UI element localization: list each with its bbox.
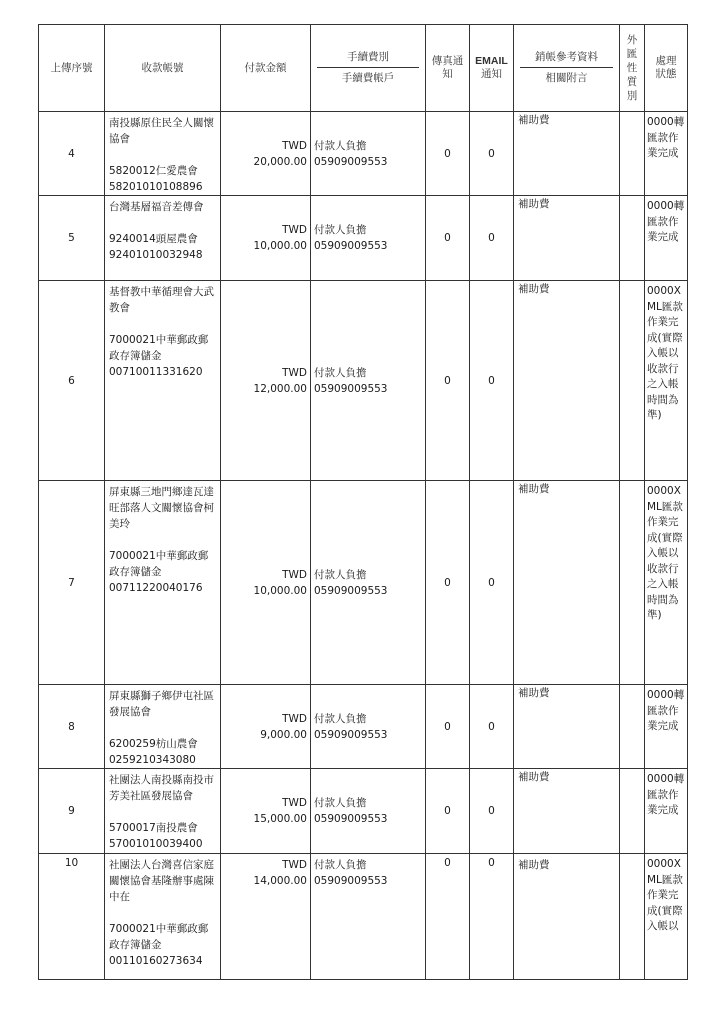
header-status: 處理狀態 bbox=[645, 25, 688, 112]
cell-foreign-type bbox=[620, 281, 645, 481]
status-text: 0000轉匯款作業完成 bbox=[647, 116, 685, 159]
cell-seq: 6 bbox=[39, 281, 105, 481]
cell-fee bbox=[311, 769, 426, 854]
cell-email-notice: 0 bbox=[470, 281, 514, 481]
cell-amount bbox=[221, 854, 311, 980]
payee-name: 社團法人台灣喜信家庭關懷協會基隆辦事處陳中在 bbox=[109, 859, 214, 903]
account-number: 00711220040176 bbox=[109, 582, 203, 594]
cell-seq: 5 bbox=[39, 196, 105, 281]
fee-account: 05909009553 bbox=[314, 875, 388, 887]
header-reference bbox=[514, 25, 620, 112]
cell-foreign-type bbox=[620, 854, 645, 980]
cell-account bbox=[105, 685, 221, 769]
cell-status bbox=[645, 769, 688, 854]
cell-foreign-type bbox=[620, 769, 645, 854]
header-ref-top: 銷帳參考資料 bbox=[520, 51, 613, 68]
remittance-record-page bbox=[38, 24, 687, 980]
bank-name: 7000021中華郵政郵政存簿儲金 bbox=[109, 334, 209, 362]
table-body bbox=[39, 112, 688, 980]
fee-bearer: 付款人負擔 bbox=[314, 224, 367, 236]
payee-name: 基督教中華循理會大武教會 bbox=[109, 286, 214, 314]
fee-account: 05909009553 bbox=[314, 240, 388, 252]
fee-account: 05909009553 bbox=[314, 155, 388, 168]
currency: TWD bbox=[282, 568, 307, 581]
table-row bbox=[39, 854, 688, 980]
cell-fee bbox=[311, 196, 426, 281]
reference-text: 補助費 bbox=[518, 283, 550, 295]
fee-bearer: 付款人負擔 bbox=[314, 139, 367, 152]
cell-amount bbox=[221, 112, 311, 196]
cell-fax-notice: 0 bbox=[426, 196, 470, 281]
cell-fee bbox=[311, 112, 426, 196]
cell-foreign-type bbox=[620, 481, 645, 685]
account-number: 00110160273634 bbox=[109, 955, 203, 967]
payee-name: 屏東縣三地門鄉達瓦達旺部落人文關懷協會柯美玲 bbox=[109, 486, 214, 530]
cell-email-notice: 0 bbox=[470, 685, 514, 769]
cell-amount bbox=[221, 281, 311, 481]
header-email-top: EMAIL bbox=[475, 55, 508, 67]
cell-fax-notice: 0 bbox=[426, 281, 470, 481]
cell-reference bbox=[514, 769, 620, 854]
cell-reference bbox=[514, 112, 620, 196]
cell-email-notice: 0 bbox=[470, 112, 514, 196]
bank-name: 7000021中華郵政郵政存簿儲金 bbox=[109, 550, 209, 578]
bank-name: 7000021中華郵政郵政存簿儲金 bbox=[109, 923, 209, 951]
cell-fax-notice: 0 bbox=[426, 854, 470, 980]
header-email bbox=[470, 25, 514, 112]
payee-name: 南投縣原住民全人關懷協會 bbox=[109, 117, 214, 145]
status-text: 0000轉匯款作業完成 bbox=[647, 200, 685, 243]
cell-fax-notice: 0 bbox=[426, 112, 470, 196]
currency: TWD bbox=[282, 797, 307, 809]
table-header-row bbox=[39, 25, 688, 112]
account-number: 0259210343080 bbox=[109, 754, 196, 766]
fee-account: 05909009553 bbox=[314, 728, 388, 741]
cell-reference bbox=[514, 481, 620, 685]
cell-fax-notice: 0 bbox=[426, 685, 470, 769]
currency: TWD bbox=[282, 224, 307, 236]
cell-foreign-type bbox=[620, 685, 645, 769]
bank-name: 5820012仁愛農會 bbox=[109, 165, 198, 177]
remittance-table bbox=[38, 24, 688, 980]
header-seq: 上傳序號 bbox=[39, 25, 105, 112]
cell-status bbox=[645, 685, 688, 769]
cell-foreign-type bbox=[620, 112, 645, 196]
cell-fee bbox=[311, 481, 426, 685]
cell-status bbox=[645, 112, 688, 196]
amount-value: 15,000.00 bbox=[253, 813, 307, 825]
payee-name: 屏東縣獅子鄉伊屯社區發展協會 bbox=[109, 690, 214, 718]
status-text: 0000XML匯款作業完成(實際入帳以 bbox=[647, 858, 683, 932]
fee-bearer: 付款人負擔 bbox=[314, 366, 367, 379]
header-fee-type: 手續費別 bbox=[317, 51, 419, 68]
currency: TWD bbox=[282, 712, 307, 725]
currency: TWD bbox=[282, 366, 307, 379]
amount-value: 10,000.00 bbox=[253, 240, 307, 252]
cell-status bbox=[645, 196, 688, 281]
payee-name: 社團法人南投縣南投市芳美社區發展協會 bbox=[109, 774, 214, 802]
cell-fee bbox=[311, 854, 426, 980]
currency: TWD bbox=[282, 139, 307, 152]
account-number: 00710011331620 bbox=[109, 366, 203, 378]
account-number: 58201010108896 bbox=[109, 181, 203, 193]
reference-text: 補助費 bbox=[518, 687, 550, 699]
amount-value: 14,000.00 bbox=[253, 875, 307, 887]
cell-status bbox=[645, 281, 688, 481]
cell-email-notice: 0 bbox=[470, 769, 514, 854]
cell-seq: 8 bbox=[39, 685, 105, 769]
account-number: 57001010039400 bbox=[109, 838, 203, 850]
cell-status bbox=[645, 854, 688, 980]
cell-fax-notice: 0 bbox=[426, 769, 470, 854]
header-foreign-type: 外匯性質別 bbox=[620, 25, 645, 112]
table-row bbox=[39, 196, 688, 281]
cell-seq: 7 bbox=[39, 481, 105, 685]
cell-fee bbox=[311, 281, 426, 481]
status-text: 0000轉匯款作業完成 bbox=[647, 689, 685, 732]
cell-email-notice: 0 bbox=[470, 854, 514, 980]
reference-text: 補助費 bbox=[518, 114, 550, 126]
cell-amount bbox=[221, 196, 311, 281]
table-row bbox=[39, 769, 688, 854]
cell-account bbox=[105, 112, 221, 196]
payee-name: 台灣基層福音差傳會 bbox=[109, 201, 204, 213]
cell-account bbox=[105, 196, 221, 281]
table-row bbox=[39, 481, 688, 685]
cell-seq: 4 bbox=[39, 112, 105, 196]
fee-account: 05909009553 bbox=[314, 382, 388, 395]
currency: TWD bbox=[282, 859, 307, 871]
cell-seq: 9 bbox=[39, 769, 105, 854]
header-amount: 付款金額 bbox=[221, 25, 311, 112]
fee-bearer: 付款人負擔 bbox=[314, 859, 367, 871]
fee-account: 05909009553 bbox=[314, 813, 388, 825]
cell-account bbox=[105, 769, 221, 854]
fee-account: 05909009553 bbox=[314, 584, 388, 597]
cell-status bbox=[645, 481, 688, 685]
cell-email-notice: 0 bbox=[470, 481, 514, 685]
bank-name: 6200259枋山農會 bbox=[109, 738, 198, 750]
header-fax-notice: 傳真通知 bbox=[426, 25, 470, 112]
amount-value: 10,000.00 bbox=[253, 584, 307, 597]
cell-reference bbox=[514, 196, 620, 281]
header-ref-bottom: 相關附言 bbox=[545, 72, 588, 84]
reference-text: 補助費 bbox=[518, 859, 550, 871]
cell-account bbox=[105, 281, 221, 481]
cell-fee bbox=[311, 685, 426, 769]
table-row bbox=[39, 685, 688, 769]
fee-bearer: 付款人負擔 bbox=[314, 568, 367, 581]
cell-reference bbox=[514, 854, 620, 980]
header-fee-account: 手續費帳戶 bbox=[341, 72, 395, 84]
amount-value: 9,000.00 bbox=[260, 728, 307, 741]
header-account: 收款帳號 bbox=[105, 25, 221, 112]
fee-bearer: 付款人負擔 bbox=[314, 712, 367, 725]
bank-name: 5700017南投農會 bbox=[109, 822, 198, 834]
cell-amount bbox=[221, 685, 311, 769]
cell-account bbox=[105, 854, 221, 980]
account-number: 92401010032948 bbox=[109, 249, 203, 261]
fee-bearer: 付款人負擔 bbox=[314, 797, 367, 809]
table-row bbox=[39, 281, 688, 481]
amount-value: 20,000.00 bbox=[253, 155, 307, 168]
status-text: 0000XML匯款作業完成(實際入帳以收款行之入帳時間為準) bbox=[647, 285, 683, 421]
cell-amount bbox=[221, 769, 311, 854]
cell-foreign-type bbox=[620, 196, 645, 281]
status-text: 0000XML匯款作業完成(實際入帳以收款行之入帳時間為準) bbox=[647, 485, 683, 621]
reference-text: 補助費 bbox=[518, 771, 550, 783]
status-text: 0000轉匯款作業完成 bbox=[647, 773, 685, 816]
cell-reference bbox=[514, 281, 620, 481]
cell-seq: 10 bbox=[39, 854, 105, 980]
cell-fax-notice: 0 bbox=[426, 481, 470, 685]
amount-value: 12,000.00 bbox=[253, 382, 307, 395]
reference-text: 補助費 bbox=[518, 483, 550, 495]
cell-account bbox=[105, 481, 221, 685]
reference-text: 補助費 bbox=[518, 198, 550, 210]
header-email-bottom: 通知 bbox=[481, 68, 502, 80]
bank-name: 9240014頭屋農會 bbox=[109, 233, 198, 245]
cell-reference bbox=[514, 685, 620, 769]
cell-amount bbox=[221, 481, 311, 685]
table-row bbox=[39, 112, 688, 196]
header-fee bbox=[311, 25, 426, 112]
cell-email-notice: 0 bbox=[470, 196, 514, 281]
